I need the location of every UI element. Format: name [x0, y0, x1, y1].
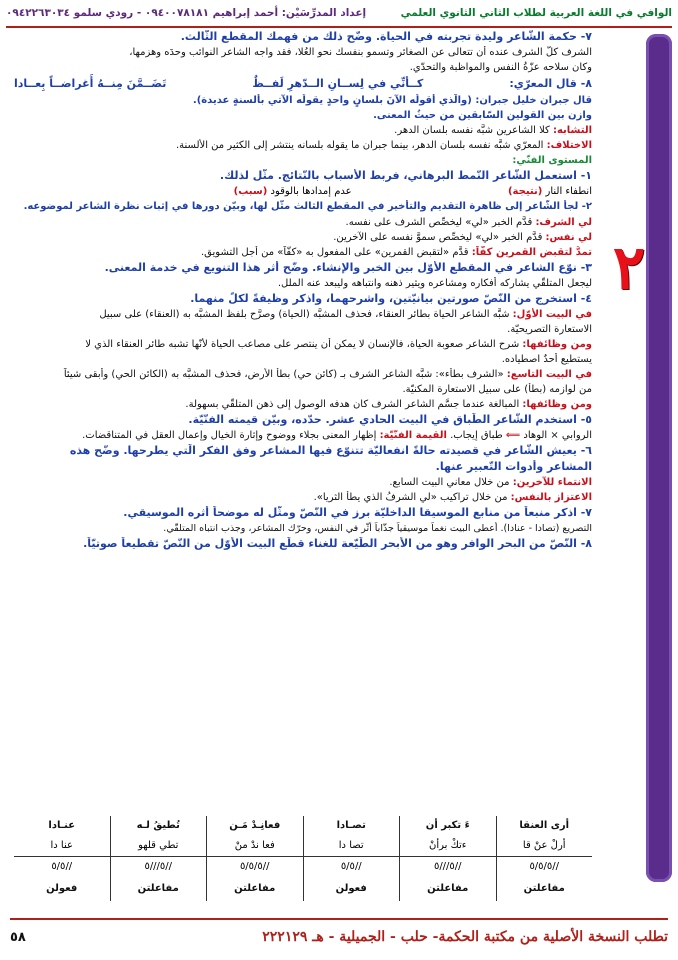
f2-l1-label: لي الشرف: [535, 217, 592, 228]
mark-cell: //٥/٥ [303, 857, 400, 877]
word-cell: ءَ تكبر أن [399, 816, 496, 836]
f2-l2-label: لي نفس: [545, 232, 592, 243]
diff-label: الاختلاف: [546, 140, 592, 151]
f4-p1-label: في البيت الأوّل: [512, 309, 592, 320]
sim-label: التشابه: [552, 125, 592, 136]
f1-right [508, 185, 592, 198]
sound-cell: تصا دا [303, 836, 400, 856]
mark-cell: //٥///٥ [110, 857, 207, 877]
sound-cell: فعا ندْ منْ [206, 836, 303, 856]
sim-text: كلا الشاعرين شبَّه نفسه بلسان الدهر. [394, 125, 550, 136]
q8-difference [14, 139, 592, 152]
f6-e1-text: من خلال معاني البيت السابع. [389, 477, 510, 488]
f1-heading: ١- استعمل الشّاعر النّمط البرهاني، فربط الأسباب بالنّتائج. مثّل لذلك. [219, 169, 592, 182]
f6-heading-cont: المشاعر وأدوات التّعبير عنها. [435, 460, 592, 473]
q7-line2: وكان سلاحه عزّةُ النفس والمواظبة والتحدّي. [409, 62, 592, 73]
f4-p3-text: «الشرف بطأء»: شبَّه الشاعر الشرف بـ (كائن حي) بطأ الأرض، فحذف المشبَّه به (الكائن الحي) وأبقى شيئاً [63, 369, 504, 380]
f2-heading: ٢- لجأ الشّاعر إلى ظاهرة التقديم والتأخير في المقطع الثالث مثّل لها، وبيّن دورها في إثبات نظرة الشاعر لموضوعه. [23, 201, 592, 212]
f2-line1 [14, 216, 592, 229]
foot-cell: مفاعلتن [399, 877, 496, 901]
page-number: ٥٨ [10, 929, 26, 945]
f5-answer [14, 429, 592, 442]
f3-heading: ٣- نوّع الشاعر في المقطع الأوّل بين الخبر والإنشاء. وضّح أثر هذا التنويع في خدمة المعنى. [104, 261, 592, 274]
word-cell: تُطيقُ لـه [110, 816, 207, 836]
q7-line1: الشرف كلّ الشرف عنده أن تتعالى عن الصغائر وتسمو بنفسك نحو العُلا، فقد واجه الشاعر النوائب وحدَه وهزمها، [129, 47, 592, 58]
prosody-row-words [14, 816, 592, 836]
foot-cell: فعولن [46, 883, 78, 894]
f5-value-text: إظهار المعنى بجلاء ووضوح وإثارة الخيال وإعمال العقل في المتناقضات. [82, 430, 377, 441]
mark-cell: //٥/٥/٥ [206, 857, 303, 877]
f5-value-label: القيمة الفنّيّة: [379, 430, 447, 441]
foot-cell: فعولن [303, 877, 400, 901]
f5-pair: الروابي × الوهاد [523, 430, 592, 441]
sound-cell: عنا دا [50, 840, 73, 851]
q8-similarity [14, 124, 592, 137]
f3-text: ليجعل المتلقّي يشاركه أفكاره ومشاعره ويثير ذهنه وانتباهه وليبعد عنه الملل. [277, 278, 592, 289]
f6-e1-label: الانتماء للآخرين: [512, 477, 592, 488]
f4-p2-text: شرح الشاعر صعوبة الحياة، فالإنسان لا يمكن أن ينتصر على مصاعب الحياة لأنّها تشبه طائر العنقاء الذي لا [85, 339, 520, 350]
book-title: الوافي في اللغة العربية لطلاب الثاني الثانوي العلمي [400, 7, 672, 19]
f4-p2-label: ومن وظائفها: [522, 339, 592, 350]
f2-l2-text: قدَّم الخبر «لي» ليخصِّص سموَّ نفسه على الآخرين. [333, 232, 543, 243]
f4-p4 [14, 398, 592, 411]
prosody-row-sounds [14, 836, 592, 856]
page-footer [10, 918, 668, 954]
f4-p1-cont: الاستعارة التصريحيّة. [507, 324, 592, 335]
f1-left-text: عدم إمدادها بالوقود [270, 186, 352, 197]
f5-heading: ٥- استخدم الشّاعر الطّباق في البيت الحادي عشر. حدّده، وبيّن قيمته الفنّيّة. [188, 413, 592, 426]
f6-e2-text: من خلال تراكيب «لي الشرفُ الذي يطأ الثريا». [313, 492, 508, 503]
q8-line2: وازن بين القولين السّابقين من حيثُ المعنى. [373, 110, 592, 121]
f4-p2-cont: يستطيع أحدٌ اصطياده. [501, 354, 592, 365]
f1-right-text: انطفاء النار [545, 186, 592, 197]
f1-left-tag: (سبب) [233, 186, 268, 197]
side-ribbon [646, 34, 672, 882]
section-number: ٢ [612, 233, 646, 303]
f5-type: طباق إيجاب. [450, 430, 503, 441]
prosody-row-marks [14, 856, 592, 877]
f4-p2 [14, 338, 592, 351]
word-cell: تصـادا [303, 816, 400, 836]
prosody-row-feet [14, 877, 592, 901]
page-content [14, 30, 592, 816]
f8-heading: ٨- النّصّ من البحر الوافر وهو من الأبحر الطّيّعة للغناء قطّع البيت الأوّل من النّصّ تقطيعاً صوتيّاً. [83, 537, 592, 550]
f4-p3 [14, 368, 592, 381]
f6-heading: ٦- يعيش الشّاعر في قصيدته حالةً انفعاليّة تتنوّع فيها المشاعر وفق الفكر الّتي يطرحها. وضّح هذه [69, 444, 592, 457]
word-cell: فعانِـدْ مَـن [206, 816, 303, 836]
f2-line3 [14, 246, 592, 259]
word-cell: أرى العنقا [496, 816, 593, 836]
footer-text: تطلب النسخة الأصلية من مكتبة الحكمة- حلب - الجميلية - هـ ٢٢٢١٢٩ [262, 929, 668, 945]
f4-p4-text: المبالغة عندما جسَّم الشاعر الشرف كان هدفه الوصول إلى ذهن المتلقّي بسهولة. [185, 399, 520, 410]
prepared-by: إعداد المدرِّسَيْن: أحمد إبراهيم ٠٩٤٠٠٧٨١٨١ - رودي سلمو ٠٩٤٢٢٦٣٠٣٤ [6, 7, 367, 19]
foot-cell: مفاعلتن [110, 877, 207, 901]
q8-verse-b: تَضَــمَّنَ مِنــهُ أَغراضــاً بِعــادا [14, 77, 167, 90]
q8-verse [14, 76, 592, 91]
f2-line2 [14, 231, 592, 244]
f2-l1-text: قدَّم الخبر «لي» ليخصِّص الشرف على نفسه. [345, 217, 533, 228]
foot-cell: مفاعلتن [496, 877, 593, 901]
f4-p1 [14, 308, 592, 321]
f2-l3-text: قدَّم «لتقبض القمرين» على المفعول به «كفّاً» من أجل التشويق. [200, 247, 469, 258]
f1-left [234, 185, 352, 198]
f6-e2 [14, 491, 592, 504]
q8-line1: قال جبران خليل جبران: (والّذي أقولُه الآنَ بلسانٍ واحدٍ يقولُه الآتي بألسنةٍ عديدة). [192, 95, 592, 106]
f2-l3-label: تمدُّ لتقبض القمرين كفّاً: [471, 247, 592, 258]
arrow-icon: ⟸ [505, 430, 521, 441]
word-cell: عنـادا [48, 820, 76, 831]
mark-cell: //٥/٥/٥ [496, 857, 593, 877]
sound-cell: أرلْ عنْ قا [496, 836, 593, 856]
f4-p1-text: شبَّه الشاعر الحياة بطائر العنقاء، فحذف المشبَّه (الحياة) وصرَّح بلفظ المشبَّه به (العنقاء) على سبيل [99, 309, 510, 320]
sound-cell: ءتكْ برأنْ [399, 836, 496, 856]
f6-e1 [14, 476, 592, 489]
foot-cell: مفاعلتن [206, 877, 303, 901]
page-header [6, 0, 672, 28]
f1-right-tag: (نتيجة) [507, 186, 543, 197]
q7-heading: ٧- حكمة الشّاعر وليدة تجربته في الحياة. وضّح ذلك من فهمك المقطع الثّالث. [180, 30, 592, 43]
q8-verse-a: كــأنِّي في لِســانِ الــدّهرِ لَفــظٌ [252, 77, 424, 90]
diff-text: المعرّي شبَّه نفسه بلسان الدهر، بينما جبران ما يقوله بلسانه ينتشر إلى الكثير من الألسنة. [175, 140, 544, 151]
f6-e2-label: الاعتزاز بالنفس: [510, 492, 592, 503]
f4-p4-label: ومن وظائفها: [522, 399, 592, 410]
f4-p3-cont: من لوازمه (بطأ) على سبيل الاستعارة المكنيّة. [402, 384, 592, 395]
f7-text: التصريع (تصادا - عنادا). أعطى البيت نغماً موسيقياً جذّاباً أثّر في النفس، وحرّك المشاعر، وجذب انتباه المتلقّي. [163, 523, 592, 534]
f4-p3-label: في البيت التاسع: [506, 369, 592, 380]
f4-heading: ٤- استخرج من النّصّ صورتين بيانيّتين، واشرحهما، واذكر وظيفةً لكلٍّ منهما. [190, 292, 592, 305]
mark-cell: //٥/٥ [51, 861, 73, 872]
q8-heading: ٨- قال المعرّي: [509, 77, 592, 90]
sound-cell: تطي قلهو [110, 836, 207, 856]
f1-example [234, 185, 592, 198]
level-label: المستوى الفنّي: [512, 155, 592, 166]
f7-heading: ٧- اذكر منبعاً من منابع الموسيقا الداخليّة برز في النّصّ ومثّل له موضحاً أثره الموسيقي. [123, 506, 592, 519]
prosody-table [14, 816, 592, 896]
mark-cell: //٥///٥ [399, 857, 496, 877]
